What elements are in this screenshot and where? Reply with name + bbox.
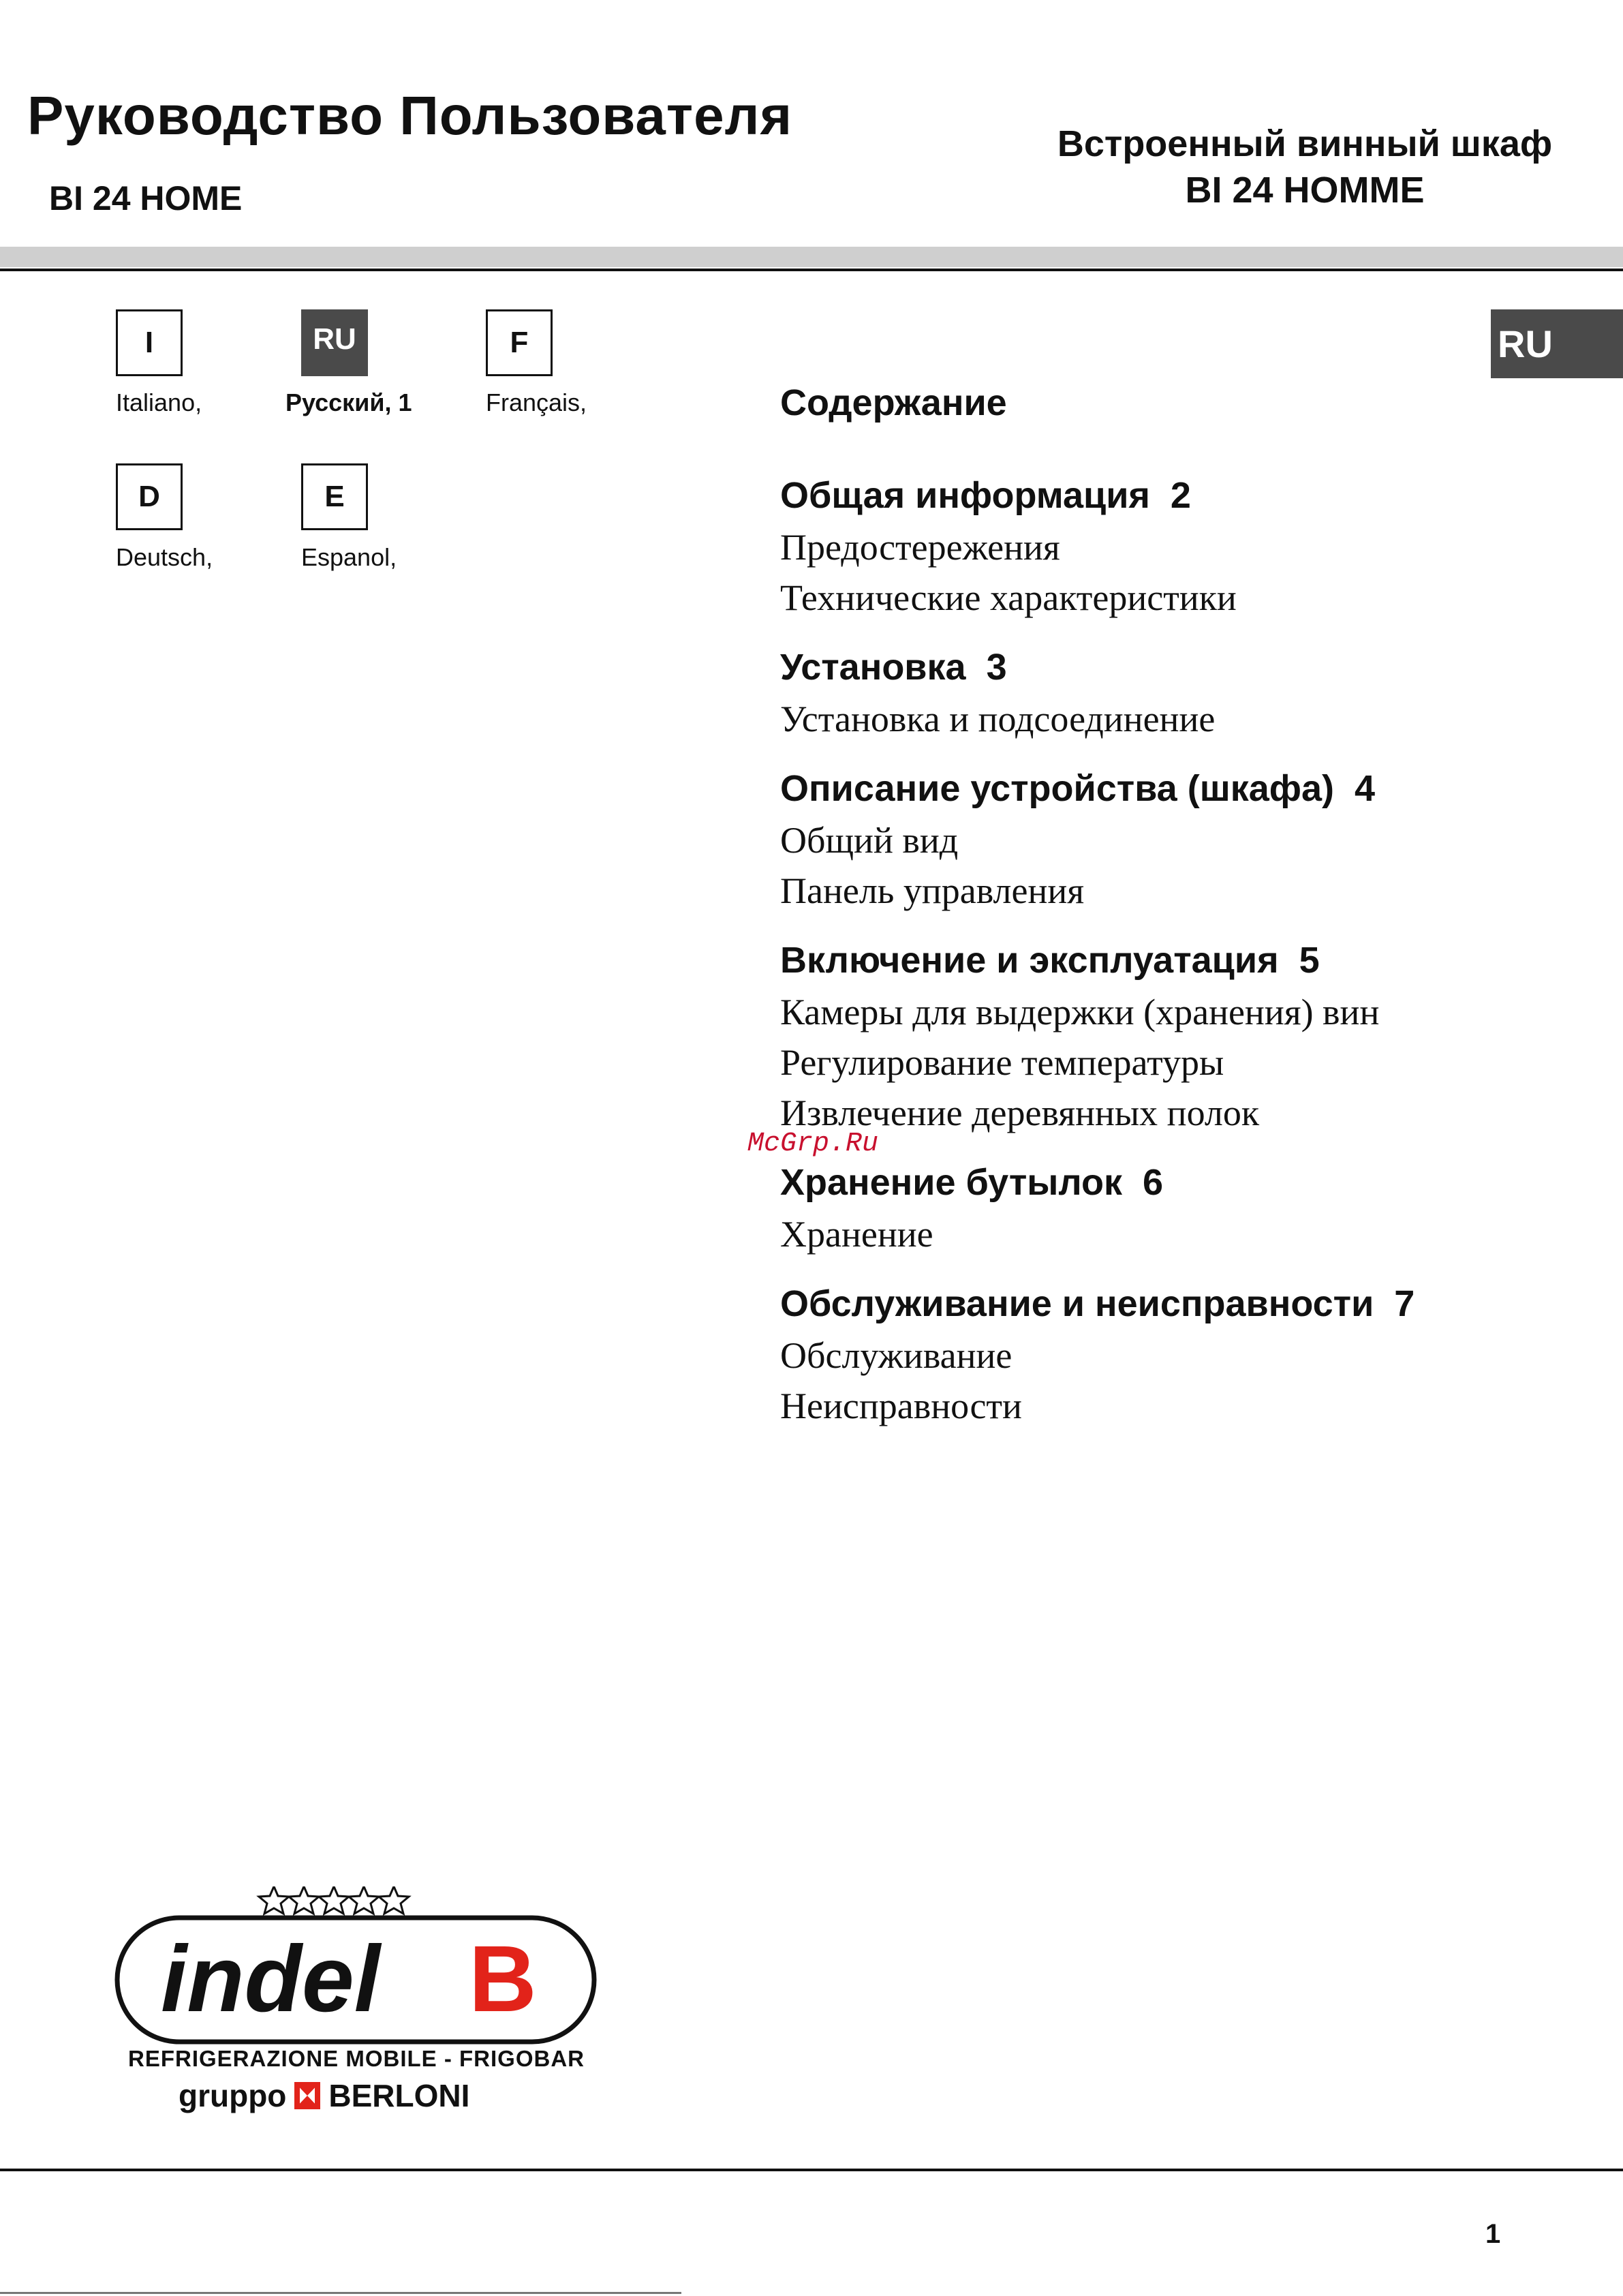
logo-brand-b: B [469, 1927, 537, 2032]
toc-section-title[interactable]: Обслуживание и неисправности 7 [780, 1283, 1415, 1324]
toc-heading: Содержание [780, 382, 1007, 423]
toc-item[interactable]: Предостережения [780, 527, 1060, 568]
lang-label-italian[interactable]: Italiano, [116, 388, 202, 416]
toc-page-number: 3 [986, 647, 1007, 688]
logo-brand-indel: indel [161, 1927, 381, 2032]
toc-section-title[interactable]: Установка 3 [780, 647, 1007, 688]
toc-section-title[interactable]: Общая информация 2 [780, 475, 1191, 516]
document-title: Руководство Пользователя [27, 85, 793, 146]
toc-item[interactable]: Обслуживание [780, 1335, 1013, 1376]
toc-section-title[interactable]: Включение и эксплуатация 5 [780, 940, 1320, 981]
toc-item[interactable]: Камеры для выдержки (хранения) вин [780, 992, 1380, 1032]
toc-section [780, 934, 1496, 1138]
toc-item[interactable]: Регулирование температуры [780, 1042, 1224, 1083]
footer-divider [0, 2169, 1623, 2171]
page-number: 1 [1485, 2219, 1501, 2249]
toc-page-number: 5 [1299, 940, 1320, 981]
language-tab: RU [1491, 309, 1623, 378]
toc-page-number: 4 [1355, 768, 1376, 809]
toc-item[interactable]: Технические характеристики [780, 577, 1237, 618]
header-divider [0, 269, 1623, 271]
logo-tagline: REFRIGERAZIONE MOBILE - FRIGOBAR [128, 2046, 585, 2071]
toc-item[interactable]: Общий вид [780, 820, 959, 861]
document-subtitle: Встроенный винный шкаф [1057, 123, 1553, 164]
toc-section [780, 1156, 1496, 1259]
bottom-divider [0, 2292, 681, 2294]
lang-label-french[interactable]: Français, [486, 388, 587, 416]
toc-page-number: 2 [1170, 475, 1191, 516]
logo-group-name: BERLONI [328, 2078, 470, 2113]
lang-box-russian[interactable]: RU [301, 309, 368, 376]
lang-box-german[interactable]: D [116, 463, 183, 530]
lang-label-german[interactable]: Deutsch, [116, 543, 213, 571]
toc-page-number: 7 [1394, 1283, 1415, 1324]
toc-section-title[interactable]: Описание устройства (шкафа) 4 [780, 768, 1376, 809]
lang-label-russian[interactable]: Русский, 1 [285, 388, 412, 416]
toc-page-number: 6 [1143, 1162, 1164, 1203]
header-band [0, 247, 1623, 267]
table-of-contents [780, 382, 1496, 1449]
star-icon [259, 1886, 409, 1914]
logo-group [179, 2077, 469, 2114]
toc-item[interactable]: Извлечение деревянных полок [780, 1092, 1260, 1133]
watermark: McGrp.Ru [747, 1129, 879, 1159]
lang-box-french[interactable]: F [486, 309, 553, 376]
toc-item[interactable]: Установка и подсоединение [780, 699, 1216, 739]
toc-section-title[interactable]: Хранение бутылок 6 [780, 1162, 1164, 1203]
document-subtitle-model: BI 24 HOMME [1185, 170, 1425, 211]
toc-section [780, 641, 1496, 744]
toc-item[interactable]: Панель управления [780, 870, 1085, 911]
lang-label-spanish[interactable]: Espanol, [301, 543, 397, 571]
toc-item[interactable]: Неисправности [780, 1386, 1022, 1426]
toc-section [780, 469, 1496, 623]
logo-group-prefix: gruppo [179, 2078, 287, 2113]
toc-section [780, 762, 1496, 916]
berloni-mark-icon [294, 2082, 320, 2109]
lang-box-italian[interactable]: I [116, 309, 183, 376]
document-model: BI 24 HOME [49, 179, 243, 217]
toc-section [780, 1277, 1496, 1431]
lang-box-spanish[interactable]: E [301, 463, 368, 530]
toc-item[interactable]: Хранение [780, 1214, 933, 1255]
